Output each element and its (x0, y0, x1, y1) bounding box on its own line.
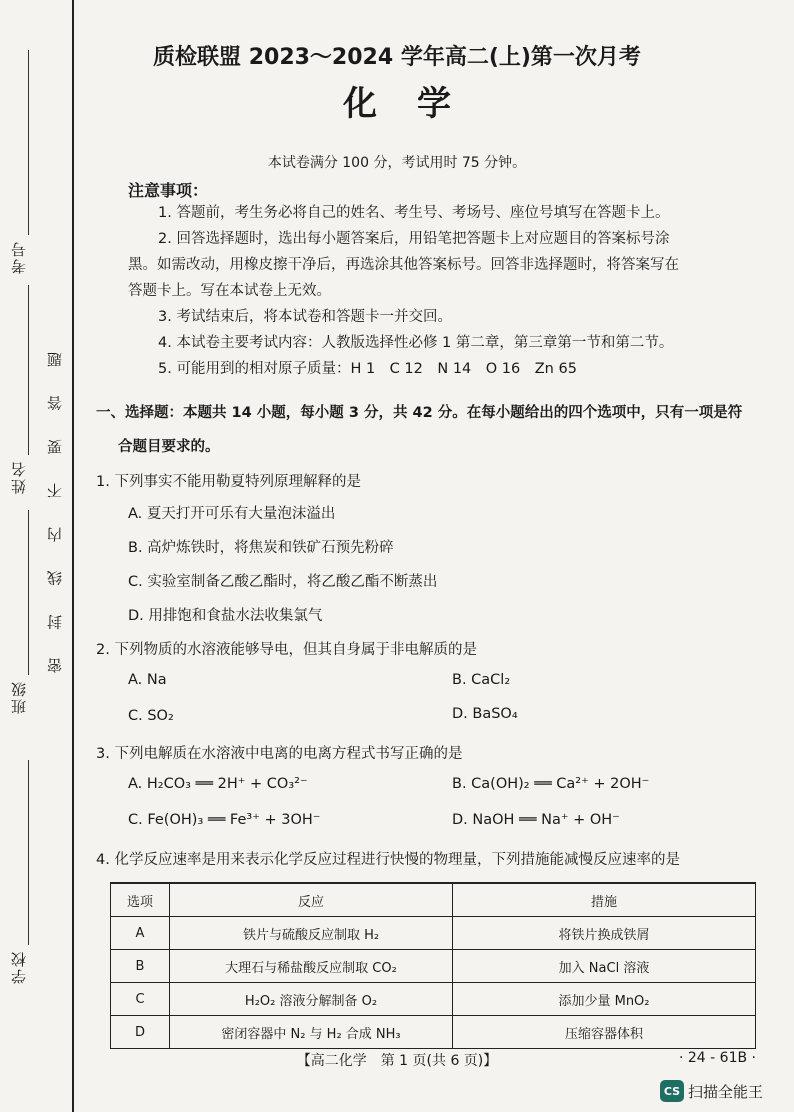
q3-option-a: A. H₂CO₃ ══ 2H⁺ + CO₃²⁻ (128, 776, 308, 792)
exam-meta: 本试卷满分 100 分，考试用时 75 分钟。 (267, 155, 527, 171)
notice-line: 3. 考试结束后，将本试卷和答题卡一并交回。 (158, 309, 452, 325)
scanner-label: 扫描全能王 (688, 1082, 764, 1101)
table-cell: 将铁片换成铁屑 (453, 917, 756, 950)
q4-table (110, 882, 756, 1049)
section-line: 合题目要求的。 (118, 439, 220, 455)
camscanner-icon: CS (660, 1080, 684, 1102)
exam-code: · 24 - 61B · (679, 1050, 756, 1066)
table-row (111, 917, 756, 950)
xingming-blank (28, 285, 29, 455)
notice-line: 2. 回答选择题时，选出每小题答案后，用铅笔把答题卡上对应题目的答案标号涂 (158, 231, 670, 247)
xingming-label: 姓名 (10, 460, 28, 494)
q2-option-c: C. SO₂ (128, 708, 174, 724)
exam-subject: 化学 (343, 84, 491, 124)
table-header: 措施 (453, 883, 756, 917)
notice-title: 注意事项： (128, 181, 209, 200)
table-cell: 铁片与硫酸反应制取 H₂ (170, 917, 453, 950)
table-cell: 密闭容器中 N₂ 与 H₂ 合成 NH₃ (170, 1016, 453, 1049)
seal-text: 密 封 线 内 不 要 答 题 (46, 340, 64, 674)
section-line: 一、选择题：本题共 14 小题，每小题 3 分，共 42 分。在每小题给出的四个选项中，只有一项是符 (96, 405, 743, 421)
notice-line: 4. 本试卷主要考试内容：人教版选择性必修 1 第二章，第三章第一节和第二节。 (158, 335, 674, 351)
exam-title: 质检联盟 2023～2024 学年高二(上)第一次月考 (153, 45, 641, 70)
table-cell: C (111, 983, 170, 1016)
q2-option-b: B. CaCl₂ (452, 672, 511, 688)
q3-option-c: C. Fe(OH)₃ ══ Fe³⁺ + 3OH⁻ (128, 812, 321, 828)
notice-block (128, 200, 724, 382)
table-cell: B (111, 950, 170, 983)
notice-line: 答题卡上。写在本试卷上无效。 (128, 283, 331, 299)
table-cell: 添加少量 MnO₂ (453, 983, 756, 1016)
table-row (111, 983, 756, 1016)
notice-line: 1. 答题前，考生务必将自己的姓名、考生号、考场号、座位号填写在答题卡上。 (158, 205, 670, 221)
notice-line: 黑。如需改动，用橡皮擦干净后，再选涂其他答案标号。回答非选择题时，将答案写在 (128, 257, 679, 273)
table-cell: A (111, 917, 170, 950)
notice-line: 5. 可能用到的相对原子质量：H 1 C 12 N 14 O 16 Zn 65 (158, 361, 577, 377)
banji-label: 班级 (10, 680, 28, 714)
table-cell: D (111, 1016, 170, 1049)
xuexiao-blank (28, 760, 29, 945)
q1-option-a: A. 夏天打开可乐有大量泡沫溢出 (128, 506, 336, 522)
q3-stem: 3. 下列电解质在水溶液中电离的电离方程式书写正确的是 (96, 746, 463, 762)
table-cell: 压缩容器体积 (453, 1016, 756, 1049)
q2-stem: 2. 下列物质的水溶液能够导电，但其自身属于非电解质的是 (96, 642, 477, 658)
table-cell: 大理石与稀盐酸反应制取 CO₂ (170, 950, 453, 983)
table-cell: H₂O₂ 溶液分解制备 O₂ (170, 983, 453, 1016)
q1-option-b: B. 高炉炼铁时，将焦炭和铁矿石预先粉碎 (128, 540, 394, 556)
table-header: 反应 (170, 883, 453, 917)
table-row (111, 1016, 756, 1049)
q4-stem: 4. 化学反应速率是用来表示化学反应过程进行快慢的物理量，下列措施能减慢反应速率的是 (96, 852, 680, 868)
q1-option-c: C. 实验室制备乙酸乙酯时，将乙酸乙酯不断蒸出 (128, 574, 438, 590)
q2-option-d: D. BaSO₄ (452, 706, 518, 722)
table-row (111, 950, 756, 983)
q3-option-b: B. Ca(OH)₂ ══ Ca²⁺ + 2OH⁻ (452, 776, 650, 792)
scanner-watermark (660, 1080, 763, 1102)
xuexiao-label: 学校 (10, 950, 28, 984)
table-header: 选项 (111, 883, 170, 917)
q1-stem: 1. 下列事实不能用勒夏特列原理解释的是 (96, 474, 361, 490)
q2-option-a: A. Na (128, 672, 167, 688)
banji-blank (28, 510, 29, 675)
kaohao-label: 考号 (10, 240, 28, 274)
table-header-row (111, 883, 756, 917)
section-heading (96, 396, 756, 464)
table-cell: 加入 NaCl 溶液 (453, 950, 756, 983)
q1-option-d: D. 用排饱和食盐水法收集氯气 (128, 608, 323, 624)
q3-option-d: D. NaOH ══ Na⁺ + OH⁻ (452, 812, 620, 828)
page-footer: 【高二化学 第 1 页(共 6 页)】 (296, 1053, 498, 1069)
